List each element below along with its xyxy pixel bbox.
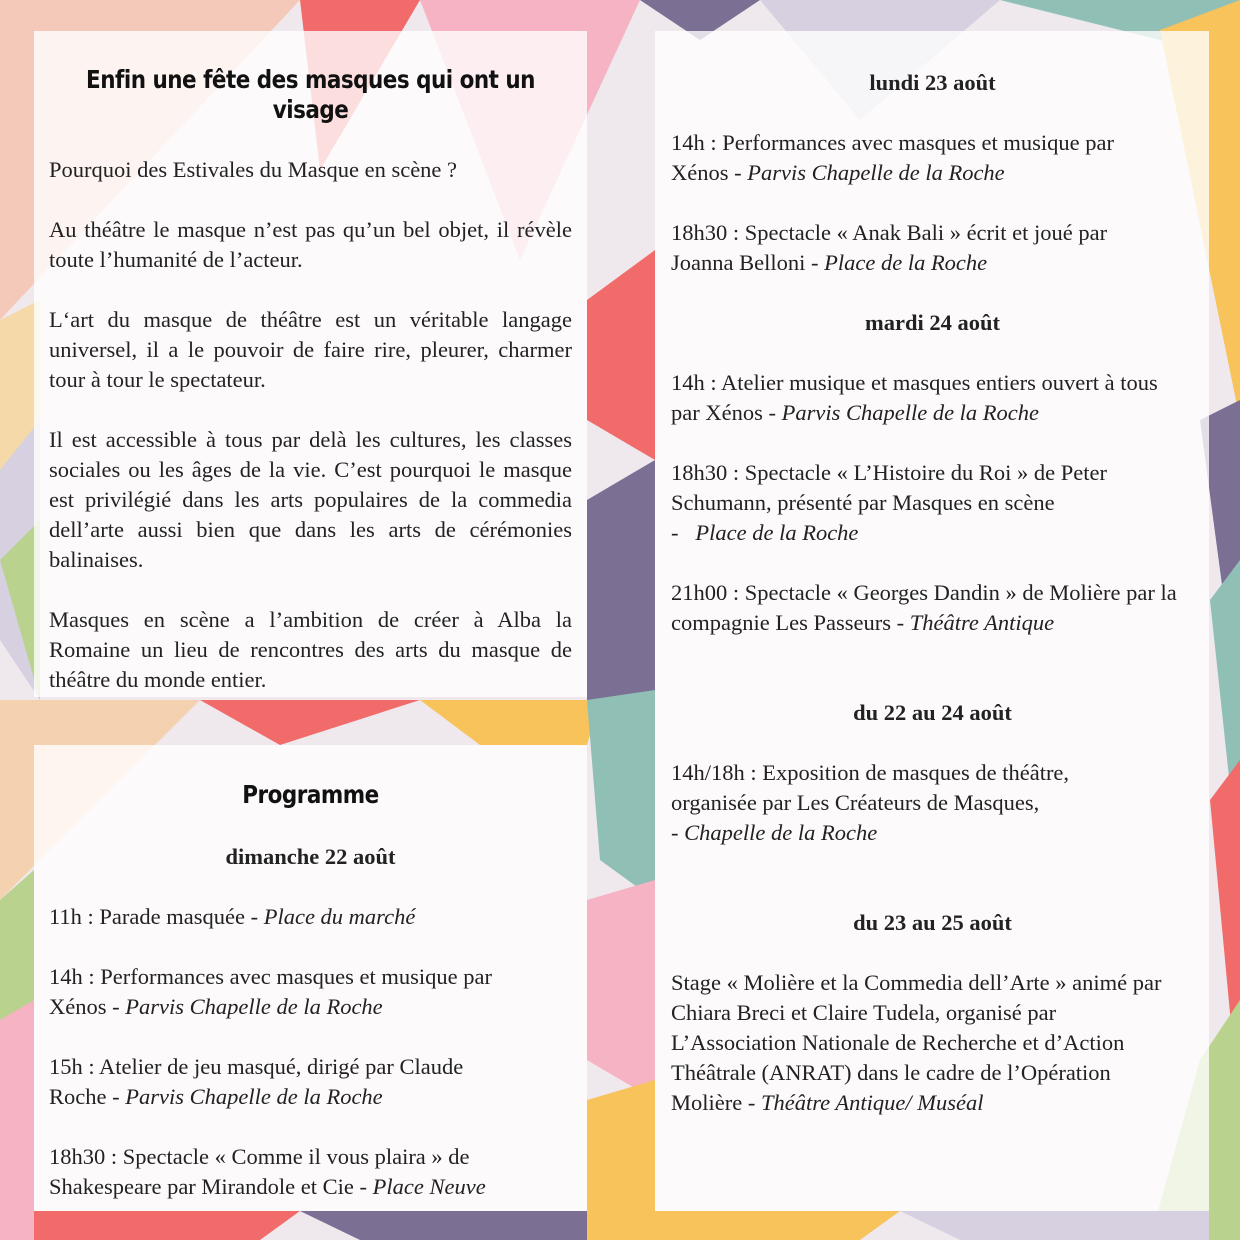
programme-title: Programme <box>242 780 379 809</box>
day-heading: du 22 au 24 août <box>853 700 1012 725</box>
event-text: 15h : Atelier de jeu masqué, dirigé par Claude Roche - <box>49 1054 464 1109</box>
event-text: 11h : Parade masquée - <box>49 904 264 929</box>
event-item <box>671 758 1131 848</box>
event-text: 18h30 : Spectacle « L’Histoire du Roi » de Peter Schumann, présenté par Masques en scène <box>671 460 1107 515</box>
event-item <box>49 1142 549 1202</box>
event-text: 14h/18h : Exposition de masques de théâtre, organisée par Les Créateurs de Masques, <box>671 760 1070 815</box>
event-location: Place du marché <box>263 904 416 929</box>
event-item <box>49 1052 509 1112</box>
day-heading: dimanche 22 août <box>225 844 396 869</box>
event-prefix: - <box>671 520 696 545</box>
event-location: Parvis Chapelle de la Roche <box>125 994 383 1019</box>
event-prefix: - <box>671 820 685 845</box>
event-location: Chapelle de la Roche <box>684 820 878 845</box>
intro-paragraph: Au théâtre le masque n’est pas qu’un bel objet, il révèle toute l’humanité de l’acteur. <box>49 217 572 272</box>
event-item <box>671 578 1186 638</box>
day-heading: du 23 au 25 août <box>853 910 1012 935</box>
bg-shape <box>587 460 655 700</box>
intro-paragraph: Il est accessible à tous par delà les cultures, les classes sociales ou les âges de la vie. C’est pourquoi le masque est privilégié dans les arts populaires de la commedia dell’arte aussi bien que dans les arts de cérémonies balinaises. <box>49 427 572 572</box>
event-text: 18h30 : Spectacle « Comme il vous plaira » de Shakespeare par Mirandole et Cie - <box>49 1144 470 1199</box>
event-item <box>49 902 572 932</box>
event-text: Stage « Molière et la Commedia dell’Arte » animé par Chiara Breci et Claire Tudela, organisé par L’Association Nationale de Recherche et d’Action Théâtrale (ANRAT) dans le cadre de l’Opération Molière - <box>671 970 1162 1115</box>
event-text: 18h30 : Spectacle « Anak Bali » écrit et joué par Joanna Belloni - <box>671 220 1108 275</box>
event-item <box>671 458 1171 548</box>
programme-panel <box>34 745 587 1211</box>
bg-shape <box>34 1211 300 1240</box>
event-text: 14h : Performances avec masques et musique par Xénos - <box>671 130 1114 185</box>
event-location: Parvis Chapelle de la Roche <box>781 400 1040 425</box>
intro-panel <box>34 31 587 697</box>
event-item <box>671 368 1171 428</box>
intro-paragraph: Masques en scène a l’ambition de créer à Alba la Romaine un lieu de rencontres des arts du masque de théâtre du monde entier. <box>49 607 572 692</box>
day-heading: lundi 23 août <box>869 70 996 95</box>
event-item <box>671 968 1186 1118</box>
event-text: 14h : Performances avec masques et musique par Xénos - <box>49 964 492 1019</box>
event-item <box>671 218 1166 278</box>
event-item <box>671 128 1171 188</box>
event-location: Place de la Roche <box>824 250 988 275</box>
event-text: 14h : Atelier musique et masques entiers ouvert à tous par Xénos - <box>671 370 1158 425</box>
bg-shape <box>587 1080 655 1240</box>
intro-title: Enfin une fête des masques qui ont un visage <box>86 65 535 124</box>
event-location: Parvis Chapelle de la Roche <box>747 160 1005 185</box>
intro-paragraph: L‘art du masque de théâtre est un véritable langage universel, il a le pouvoir de faire rire, pleurer, charmer tour à tour le spectateur. <box>49 307 572 392</box>
event-location: Parvis Chapelle de la Roche <box>125 1084 383 1109</box>
event-location: Théâtre Antique <box>909 610 1055 635</box>
intro-paragraph: Pourquoi des Estivales du Masque en scène ? <box>49 157 458 182</box>
event-location: Théâtre Antique/ Muséal <box>760 1090 984 1115</box>
event-location: Place de la Roche <box>695 520 859 545</box>
bg-shape <box>655 1211 900 1240</box>
schedule-panel <box>655 31 1209 1211</box>
day-heading: mardi 24 août <box>865 310 1000 335</box>
event-location: Place Neuve <box>372 1174 486 1199</box>
event-item <box>49 962 544 1022</box>
event-text: 21h00 : Spectacle « Georges Dandin » de Molière par la compagnie Les Passeurs - <box>671 580 1177 635</box>
